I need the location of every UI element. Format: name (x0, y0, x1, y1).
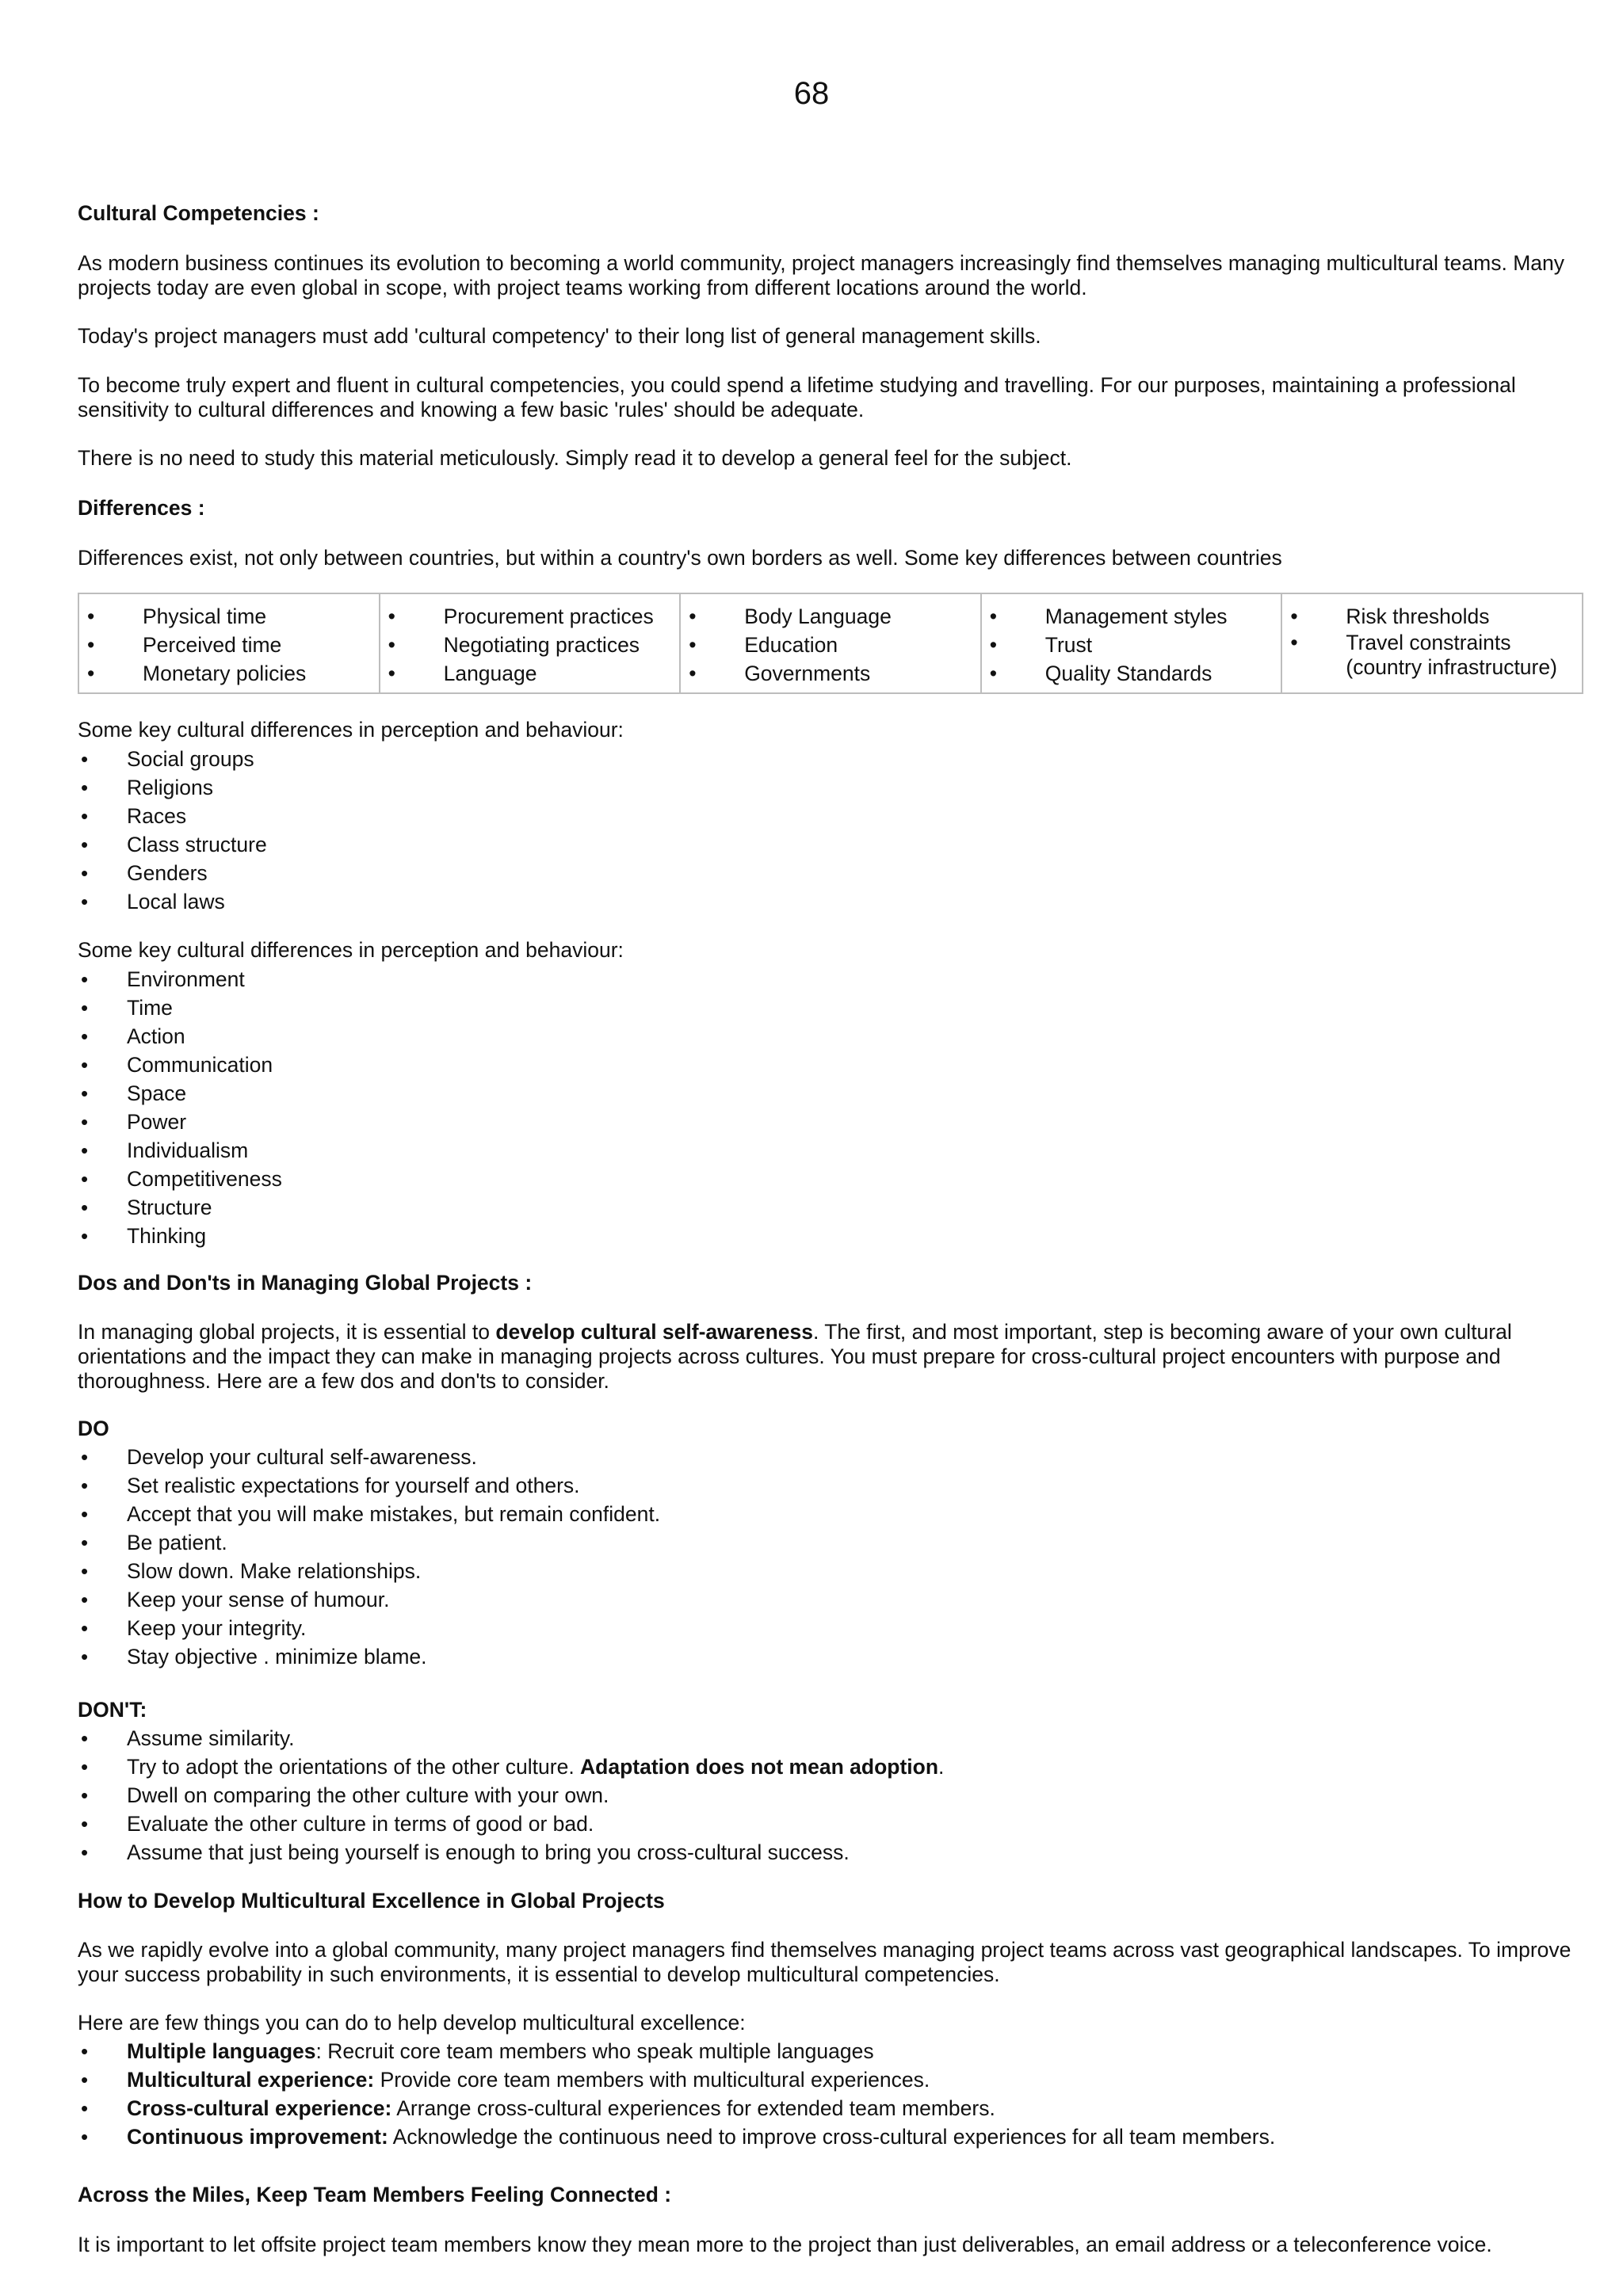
table-list-item: • Quality Standards (982, 659, 1281, 688)
page-number: 68 (793, 76, 830, 111)
list-item: • Accept that you will make mistakes, but remain confident. (78, 1500, 1583, 1528)
table-list-item: • Procurement practices (380, 602, 680, 631)
dont-list (78, 1724, 1583, 1867)
list-item-text: Arrange cross-cultural experiences for extended team members. (391, 2096, 995, 2120)
section-heading-connected: Across the Miles, Keep Team Members Feeling Connected : (78, 2183, 672, 2206)
paragraph: There is no need to study this material meticulously. Simply read it to develop a general feel for the subject. (78, 446, 1072, 470)
list-item: • Stay objective . minimize blame. (78, 1642, 1583, 1671)
bullet-list (78, 2037, 1583, 2151)
list-item: • Action (78, 1022, 1583, 1051)
do-list (78, 1443, 1583, 1671)
paragraph: Differences exist, not only between countries, but within a country's own borders as well. Some key differences between countries (78, 546, 1282, 570)
emphasis-text: Multiple languages (127, 2039, 316, 2063)
list-item: • Class structure (78, 830, 1583, 859)
emphasis-text: develop cultural self-awareness (495, 1320, 813, 1344)
paragraph-text: . The first, and most important, step is becoming aware of your own cultural orientations and the impact they can make in managing projects across cultures. You must prepare for cross-cultural project encounters with purpose and thoroughness. Here are a few dos and don'ts to consider. (78, 1320, 1512, 1393)
paragraph: As we rapidly evolve into a global community, many project managers find themselves managing project teams across vast geographical landscapes. To improve your success probability in such environments, it is essential to develop multicultural competencies. (78, 1938, 1571, 1986)
list-item (78, 2065, 1583, 2094)
section-heading-dos-donts: Dos and Don'ts in Managing Global Projects : (78, 1271, 533, 1295)
list-intro: Some key cultural differences in perception and behaviour: (78, 718, 624, 742)
bullet-list (78, 965, 1583, 1250)
list-item: • Religions (78, 773, 1583, 802)
paragraph: It is important to let offsite project team members know they mean more to the project than just deliverables, an email address or a teleconference voice. (78, 2233, 1492, 2256)
emphasis-text: Multicultural experience: (127, 2068, 375, 2092)
list-item: • Assume that just being yourself is enough to bring you cross-cultural success. (78, 1838, 1583, 1867)
section-heading-differences: Differences : (78, 496, 205, 520)
dont-label: DON'T: (78, 1698, 147, 1722)
list-item (78, 2122, 1583, 2151)
list-item: • Structure (78, 1193, 1583, 1222)
list-item (78, 2094, 1583, 2122)
emphasis-text: Cross-cultural experience: (127, 2096, 392, 2120)
list-item: • Individualism (78, 1136, 1583, 1165)
table-cell (1281, 593, 1583, 693)
list-item (78, 1753, 1583, 1781)
list-item: • Races (78, 802, 1583, 830)
list-intro: Some key cultural differences in perception and behaviour: (78, 938, 624, 962)
table-list-item: • Travel constraints (country infrastructure) (1282, 631, 1582, 680)
list-item: • Thinking (78, 1222, 1583, 1250)
list-item: • Genders (78, 859, 1583, 887)
table-list-item: • Trust (982, 631, 1281, 659)
paragraph-text: In managing global projects, it is essential to (78, 1320, 496, 1344)
section-heading-excellence: How to Develop Multicultural Excellence in Global Projects (78, 1889, 665, 1913)
table-list-item: • Body Language (681, 602, 980, 631)
list-item: • Environment (78, 965, 1583, 994)
list-item: • Slow down. Make relationships. (78, 1557, 1583, 1585)
list-item: • Time (78, 994, 1583, 1022)
table-list-item: • Governments (681, 659, 980, 688)
list-item: • Communication (78, 1051, 1583, 1079)
list-item: • Keep your sense of humour. (78, 1585, 1583, 1614)
list-item: • Space (78, 1079, 1583, 1108)
list-item-text: Provide core team members with multicultural experiences. (374, 2068, 930, 2092)
list-item: • Evaluate the other culture in terms of good or bad. (78, 1810, 1583, 1838)
table-cell (380, 593, 681, 693)
list-item: • Set realistic expectations for yourself and others. (78, 1471, 1583, 1500)
list-item-text: Try to adopt the orientations of the other culture. (127, 1755, 581, 1779)
list-item: • Be patient. (78, 1528, 1583, 1557)
paragraph (78, 1320, 1583, 1394)
table-cell (78, 593, 380, 693)
list-item: • Develop your cultural self-awareness. (78, 1443, 1583, 1471)
table-list-item: • Language (380, 659, 680, 688)
table-list-item: • Monetary policies (79, 659, 379, 688)
table-list-item: • Management styles (982, 602, 1281, 631)
list-item-text: Acknowledge the continuous need to improve cross-cultural experiences for all team members. (388, 2125, 1276, 2149)
table-cell (680, 593, 981, 693)
list-item-text: : Recruit core team members who speak multiple languages (315, 2039, 874, 2063)
table-list-item: • Physical time (79, 602, 379, 631)
list-item: • Assume similarity. (78, 1724, 1583, 1753)
paragraph: Today's project managers must add 'cultural competency' to their long list of general management skills. (78, 324, 1041, 348)
list-item: • Keep your integrity. (78, 1614, 1583, 1642)
emphasis-text: Continuous improvement: (127, 2125, 388, 2149)
paragraph: To become truly expert and fluent in cultural competencies, you could spend a lifetime studying and travelling. For our purposes, maintaining a professional sensitivity to cultural differences and knowing a few basic 'rules' should be adequate. (78, 373, 1516, 421)
list-item: • Competitiveness (78, 1165, 1583, 1193)
list-item-text: . (938, 1755, 945, 1779)
table-list-item: • Education (681, 631, 980, 659)
list-item: • Social groups (78, 745, 1583, 773)
list-intro: Here are few things you can do to help develop multicultural excellence: (78, 2011, 746, 2035)
list-item (78, 2037, 1583, 2065)
emphasis-text: Adaptation does not mean adoption (580, 1755, 939, 1779)
paragraph: As modern business continues its evolution to becoming a world community, project managers increasingly find themselves managing multicultural teams. Many projects today are even global in scope, with project teams working from different locations around the world. (78, 251, 1565, 299)
list-item: • Power (78, 1108, 1583, 1136)
list-item: • Dwell on comparing the other culture with your own. (78, 1781, 1583, 1810)
list-item: • Local laws (78, 887, 1583, 916)
table-list-item: • Negotiating practices (380, 631, 680, 659)
table-cell (981, 593, 1282, 693)
table-list-item: • Perceived time (79, 631, 379, 659)
differences-table (78, 593, 1583, 694)
do-label: DO (78, 1417, 109, 1440)
section-heading-cultural-competencies: Cultural Competencies : (78, 201, 319, 225)
bullet-list (78, 745, 1583, 916)
table-list-item: • Risk thresholds (1282, 602, 1582, 631)
